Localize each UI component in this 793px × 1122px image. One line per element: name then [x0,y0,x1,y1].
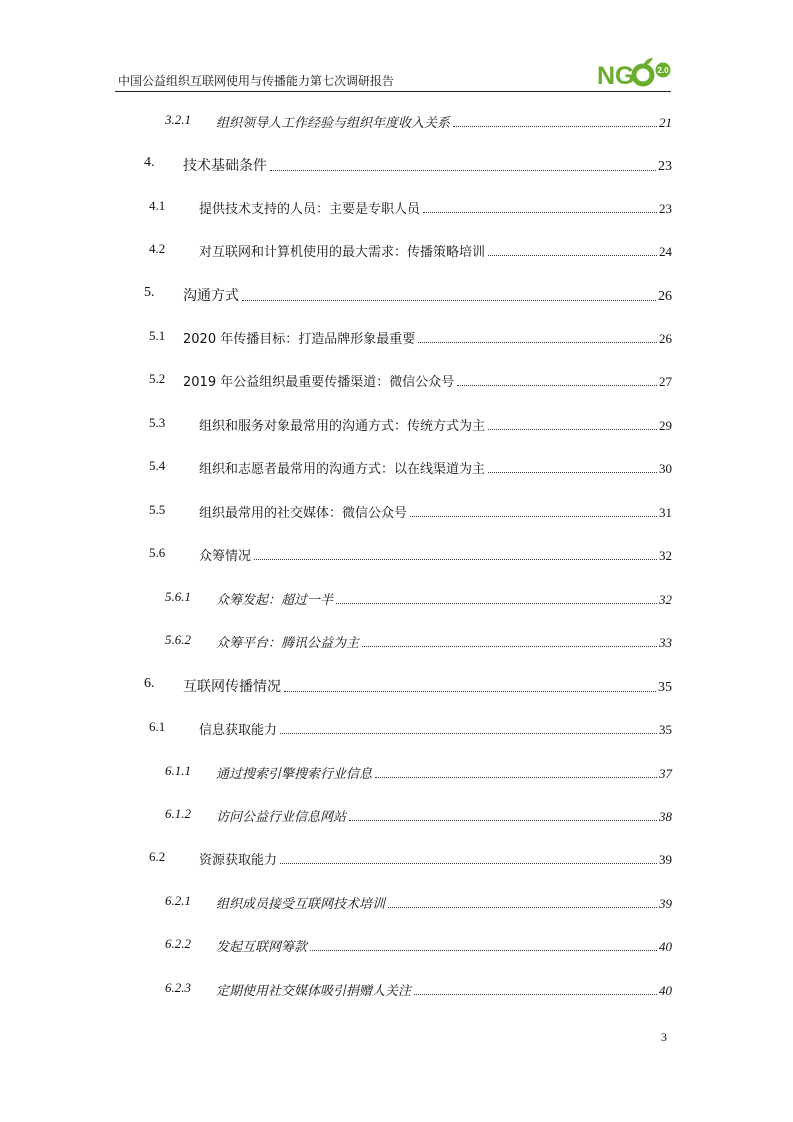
toc-entry-title: 技术基础条件 [183,158,267,174]
toc-entry[interactable] [0,415,793,435]
toc-leader-dots [336,603,657,604]
toc-entry-page: 33 [659,635,672,650]
toc-entry-number: 5.5 [149,502,166,517]
toc-entry-number: 6. [144,676,155,691]
toc-entry-number: 6.2.1 [165,893,191,908]
toc-entry-title: 发起互联网筹款 [216,940,308,955]
toc-entry-line [216,893,672,912]
toc-leader-dots [362,646,657,647]
toc-entry-number: 6.2.3 [165,980,191,995]
toc-entry-title: 众筹情况 [199,549,252,564]
toc-entry-page: 30 [659,461,672,476]
toc-entry-page: 32 [659,548,672,563]
toc-entry-number: 5.4 [149,458,166,473]
header-divider [115,91,671,92]
toc-entry[interactable] [0,980,793,1000]
toc-entry-line [216,112,672,131]
toc-entry-title: 2020 年传播目标：打造品牌形象最重要 [183,332,416,347]
toc-entry[interactable] [0,502,793,522]
toc-entry-page: 35 [658,680,672,695]
toc-leader-dots [453,126,657,127]
toc-entry-page: 38 [659,809,672,824]
toc-entry-page: 31 [659,505,672,520]
toc-entry[interactable] [0,719,793,739]
toc-leader-dots [375,777,657,778]
toc-entry-title: 对互联网和计算机使用的最大需求：传播策略培训 [199,245,486,260]
toc-leader-dots [414,994,657,995]
toc-entry-line [216,936,672,955]
toc-entry-line [216,980,672,999]
toc-leader-dots [310,950,657,951]
toc-entry[interactable] [0,112,793,132]
toc-entry-page: 27 [659,374,672,389]
toc-entry-line [216,589,672,608]
logo-o-ring [634,66,652,84]
toc-entry-line [183,155,672,175]
ngo-logo [597,58,675,90]
toc-leader-dots [488,429,657,430]
toc-leader-dots [488,255,657,256]
toc-entry-number: 4.1 [149,198,166,213]
toc-leader-dots [270,170,656,171]
toc-entry-number: 5.6 [149,545,166,560]
toc-entry-number: 6.1 [149,719,166,734]
toc-entry-page: 24 [659,244,672,259]
toc-leader-dots [457,385,657,386]
toc-entry-line [199,719,672,738]
toc-entry-line [183,371,672,390]
toc-entry-title: 众筹平台：腾讯公益为主 [216,636,360,651]
toc-entry-line [216,806,672,825]
toc-entry[interactable] [0,589,793,609]
toc-entry-line [199,502,672,521]
toc-entry-title: 组织和志愿者最常用的沟通方式：以在线渠道为主 [199,462,486,477]
toc-leader-dots [423,212,657,213]
toc-entry-title: 众筹发起：超过一半 [216,593,334,608]
toc-entry-title: 信息获取能力 [199,723,278,738]
page-number: 3 [661,1030,667,1044]
toc-entry-number: 5.3 [149,415,166,430]
toc-entry-line [216,632,672,651]
toc-leader-dots [254,559,657,560]
toc-entry[interactable] [0,936,793,956]
toc-entry-title: 组织最常用的社交媒体：微信公众号 [199,506,408,521]
logo-badge-text: 2.0 [657,66,669,75]
toc-leader-dots [280,863,657,864]
toc-entry[interactable] [0,285,793,305]
toc-entry-page: 26 [658,289,672,304]
toc-entry-line [216,763,672,782]
toc-leader-dots [280,733,657,734]
toc-entry-page: 21 [659,115,672,130]
toc-entry-line [183,328,672,347]
toc-entry-number: 4.2 [149,241,166,256]
toc-entry-page: 39 [659,896,672,911]
toc-entry-number: 6.1.1 [165,763,191,778]
toc-entry-number: 3.2.1 [165,112,191,127]
toc-entry-page: 40 [659,939,672,954]
toc-entry[interactable] [0,545,793,565]
toc-entry[interactable] [0,806,793,826]
toc-entry[interactable] [0,458,793,478]
toc-entry-number: 5.2 [149,371,166,386]
toc-entry[interactable] [0,328,793,348]
toc-entry-title: 组织和服务对象最常用的沟通方式：传统方式为主 [199,419,486,434]
toc-entry-number: 6.2 [149,849,166,864]
toc-entry-page: 35 [659,722,672,737]
toc-entry-page: 32 [659,592,672,607]
toc-entry-title: 组织领导人工作经验与组织年度收入关系 [216,116,451,131]
toc-entry-title: 沟通方式 [183,288,239,304]
toc-entry[interactable] [0,676,793,696]
toc-entry-number: 4. [144,155,155,170]
toc-leader-dots [488,472,657,473]
toc-entry-number: 5.6.2 [165,632,191,647]
toc-entry-number: 5. [144,285,155,300]
toc-entry-page: 39 [659,852,672,867]
toc-entry-number: 6.2.2 [165,936,191,951]
toc-entry-page: 23 [659,201,672,216]
toc-entry-page: 40 [659,983,672,998]
toc-entry[interactable] [0,893,793,913]
toc-leader-dots [410,516,657,517]
toc-leader-dots [284,691,656,692]
toc-leader-dots [418,342,657,343]
toc-entry[interactable] [0,763,793,783]
toc-entry-title: 组织成员接受互联网技术培训 [216,897,386,912]
toc-entry[interactable] [0,849,793,869]
toc-leader-dots [242,300,656,301]
toc-entry-title: 资源获取能力 [199,853,278,868]
toc-entry-line [199,198,672,217]
toc-leader-dots [349,820,657,821]
toc-entry-number: 5.6.1 [165,589,191,604]
toc-entry-page: 26 [659,331,672,346]
logo-text: NG [597,62,635,90]
toc-entry-number: 6.1.2 [165,806,191,821]
toc-entry-page: 37 [659,766,672,781]
toc-entry[interactable] [0,155,793,175]
toc-entry[interactable] [0,632,793,652]
toc-entry[interactable] [0,198,793,218]
toc-entry-line [199,545,672,564]
toc-entry[interactable] [0,241,793,261]
toc-entry-line [199,849,672,868]
toc-entry-title: 2019 年公益组织最重要传播渠道：微信公众号 [183,375,455,390]
toc-entry-line [199,458,672,477]
toc-entry-title: 访问公益行业信息网站 [216,810,347,825]
toc-leader-dots [388,907,657,908]
toc-entry-title: 提供技术支持的人员：主要是专职人员 [199,202,421,217]
toc-entry-title: 互联网传播情况 [183,679,281,695]
toc-entry-page: 29 [659,418,672,433]
toc-entry-line [199,415,672,434]
report-title: 中国公益组织互联网使用与传播能力第七次调研报告 [118,74,395,88]
toc-entry-line [199,241,672,260]
toc-entry-title: 通过搜索引擎搜索行业信息 [216,767,373,782]
toc-entry-line [183,285,672,305]
toc-entry-line [183,676,672,696]
toc-entry-page: 23 [658,159,672,174]
toc-entry-number: 5.1 [149,328,166,343]
toc-entry[interactable] [0,371,793,391]
toc-entry-title: 定期使用社交媒体吸引捐赠人关注 [216,984,412,999]
